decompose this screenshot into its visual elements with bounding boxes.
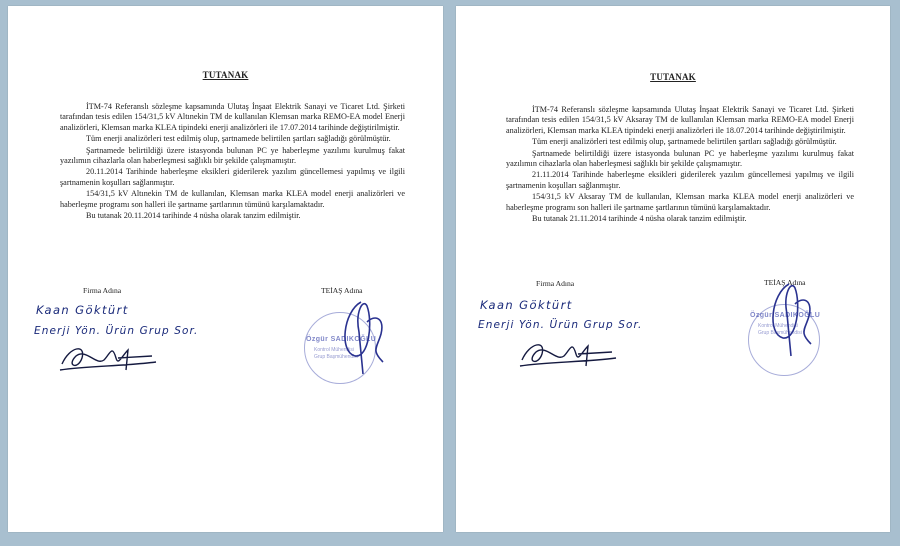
firma-label: Firma Adına <box>536 279 575 288</box>
signature-firma <box>516 332 626 372</box>
handwritten-name: Kaan Göktürt <box>480 298 573 312</box>
stamp-line-1: Kontrol Mühendisi <box>758 323 799 329</box>
paragraph-closing: Bu tutanak 20.11.2014 tarihinde 4 nüsha olarak tanzim edilmiştir. <box>86 211 301 221</box>
stamp-line-1: Kontrol Mühendisi <box>314 347 355 353</box>
teias-label: TEİAŞ Adına <box>321 286 363 295</box>
paragraph-compliance: 154/31,5 kV Altınekin TM de kullanılan, Klemsan marka KLEA model enerji analizörleri ve haberleşme programı son halleri ile şartname şartlarının tümünü karşılamaktadır. <box>60 189 405 209</box>
paragraph-update: 20.11.2014 Tarihinde haberleşme eksikleri giderilerek yazılım güncellemesi yapılmış ve ilgili şartnamenin koşulları sağlanmıştır. <box>60 167 405 187</box>
stamp-line-2: Grup Başmühendisi <box>758 330 802 336</box>
stamp-line-2: Grup Başmühendisi <box>314 354 358 360</box>
paragraph-software: Şartnamede belirtildiği üzere istasyonda bulunan PC ye haberleşme yazılımı kurulmuş fakat yazılımın cihazlarla olan haberleşmesi sağlıklı bir şekilde çalışmamıştır. <box>60 145 405 166</box>
handwritten-title: Enerji Yön. Ürün Grup Sor. <box>478 319 643 331</box>
paragraph-test: Tüm enerji analizörleri test edilmiş olup, şartnamede belirtilen şartları sağladığı görülmüştür. <box>532 137 837 147</box>
paragraph-compliance: 154/31,5 kV Aksaray TM de kullanılan, Klemsan marka KLEA model enerji analizörleri ve haberleşme programı son halleri ile şartname şartlarının tümünü karşılamaktadır. <box>506 192 854 212</box>
paragraph-software: Şartnamede belirtildiği üzere istasyonda bulunan PC ye haberleşme yazılımı kurulmuş fakat yazılımın cihazlarla olan haberleşmesi sağlıklı bir şekilde çalışmamıştır. <box>506 148 854 169</box>
document-page-right <box>456 6 890 532</box>
teias-label: TEİAŞ Adına <box>764 278 806 287</box>
document-title: TUTANAK <box>202 70 249 80</box>
paragraph-intro: İTM-74 Referanslı sözleşme kapsamında Ulutaş İnşaat Elektrik Sanayi ve Ticaret Ltd. Şirketi tarafından tesis edilen 154/31,5 kV Aksaray TM de kullanılan Klemsan marka REMO-EA model Enerji analizörleri, Klemsan marka KLEA tipindeki enerji analizörleri ile 18.07.2014 tarihinde değiştirilmiştir. <box>506 105 854 135</box>
paragraph-test: Tüm enerji analizörleri test edilmiş olup, şartnamede belirtilen şartları sağladığı görülmüştür. <box>86 134 391 144</box>
handwritten-title: Enerji Yön. Ürün Grup Sor. <box>34 325 199 337</box>
paragraph-closing: Bu tutanak 21.11.2014 tarihinde 4 nüsha olarak tanzim edilmiştir. <box>532 214 747 224</box>
paragraph-intro: İTM-74 Referanslı sözleşme kapsamında Ulutaş İnşaat Elektrik Sanayi ve Ticaret Ltd. Şirketi tarafından tesis edilen 154/31,5 kV Altınekin TM de kullanılan Klemsan marka REMO-EA model Enerji analizörleri, Klemsan marka KLEA tipindeki enerji analizörleri ile 17.07.2014 tarihinde değiştirilmiştir. <box>60 102 405 132</box>
document-body <box>60 102 405 222</box>
signature-teias <box>333 292 393 382</box>
signature-firma <box>56 336 166 376</box>
document-title: TUTANAK <box>650 72 696 82</box>
document-page-left <box>8 6 443 532</box>
handwritten-name: Kaan Göktürt <box>36 303 129 317</box>
firma-label: Firma Adına <box>83 286 122 295</box>
stamp-name: Özgür SADIKOĞLU <box>306 336 377 343</box>
signature-teias <box>761 274 821 364</box>
paragraph-update: 21.11.2014 Tarihinde haberleşme eksikleri giderilerek yazılım güncellemesi yapılmış ve ilgili şartnamenin koşulları sağlanmıştır. <box>506 170 854 190</box>
stamp-name: Özgür SADIKOĞLU <box>750 312 821 319</box>
document-body <box>506 105 854 225</box>
